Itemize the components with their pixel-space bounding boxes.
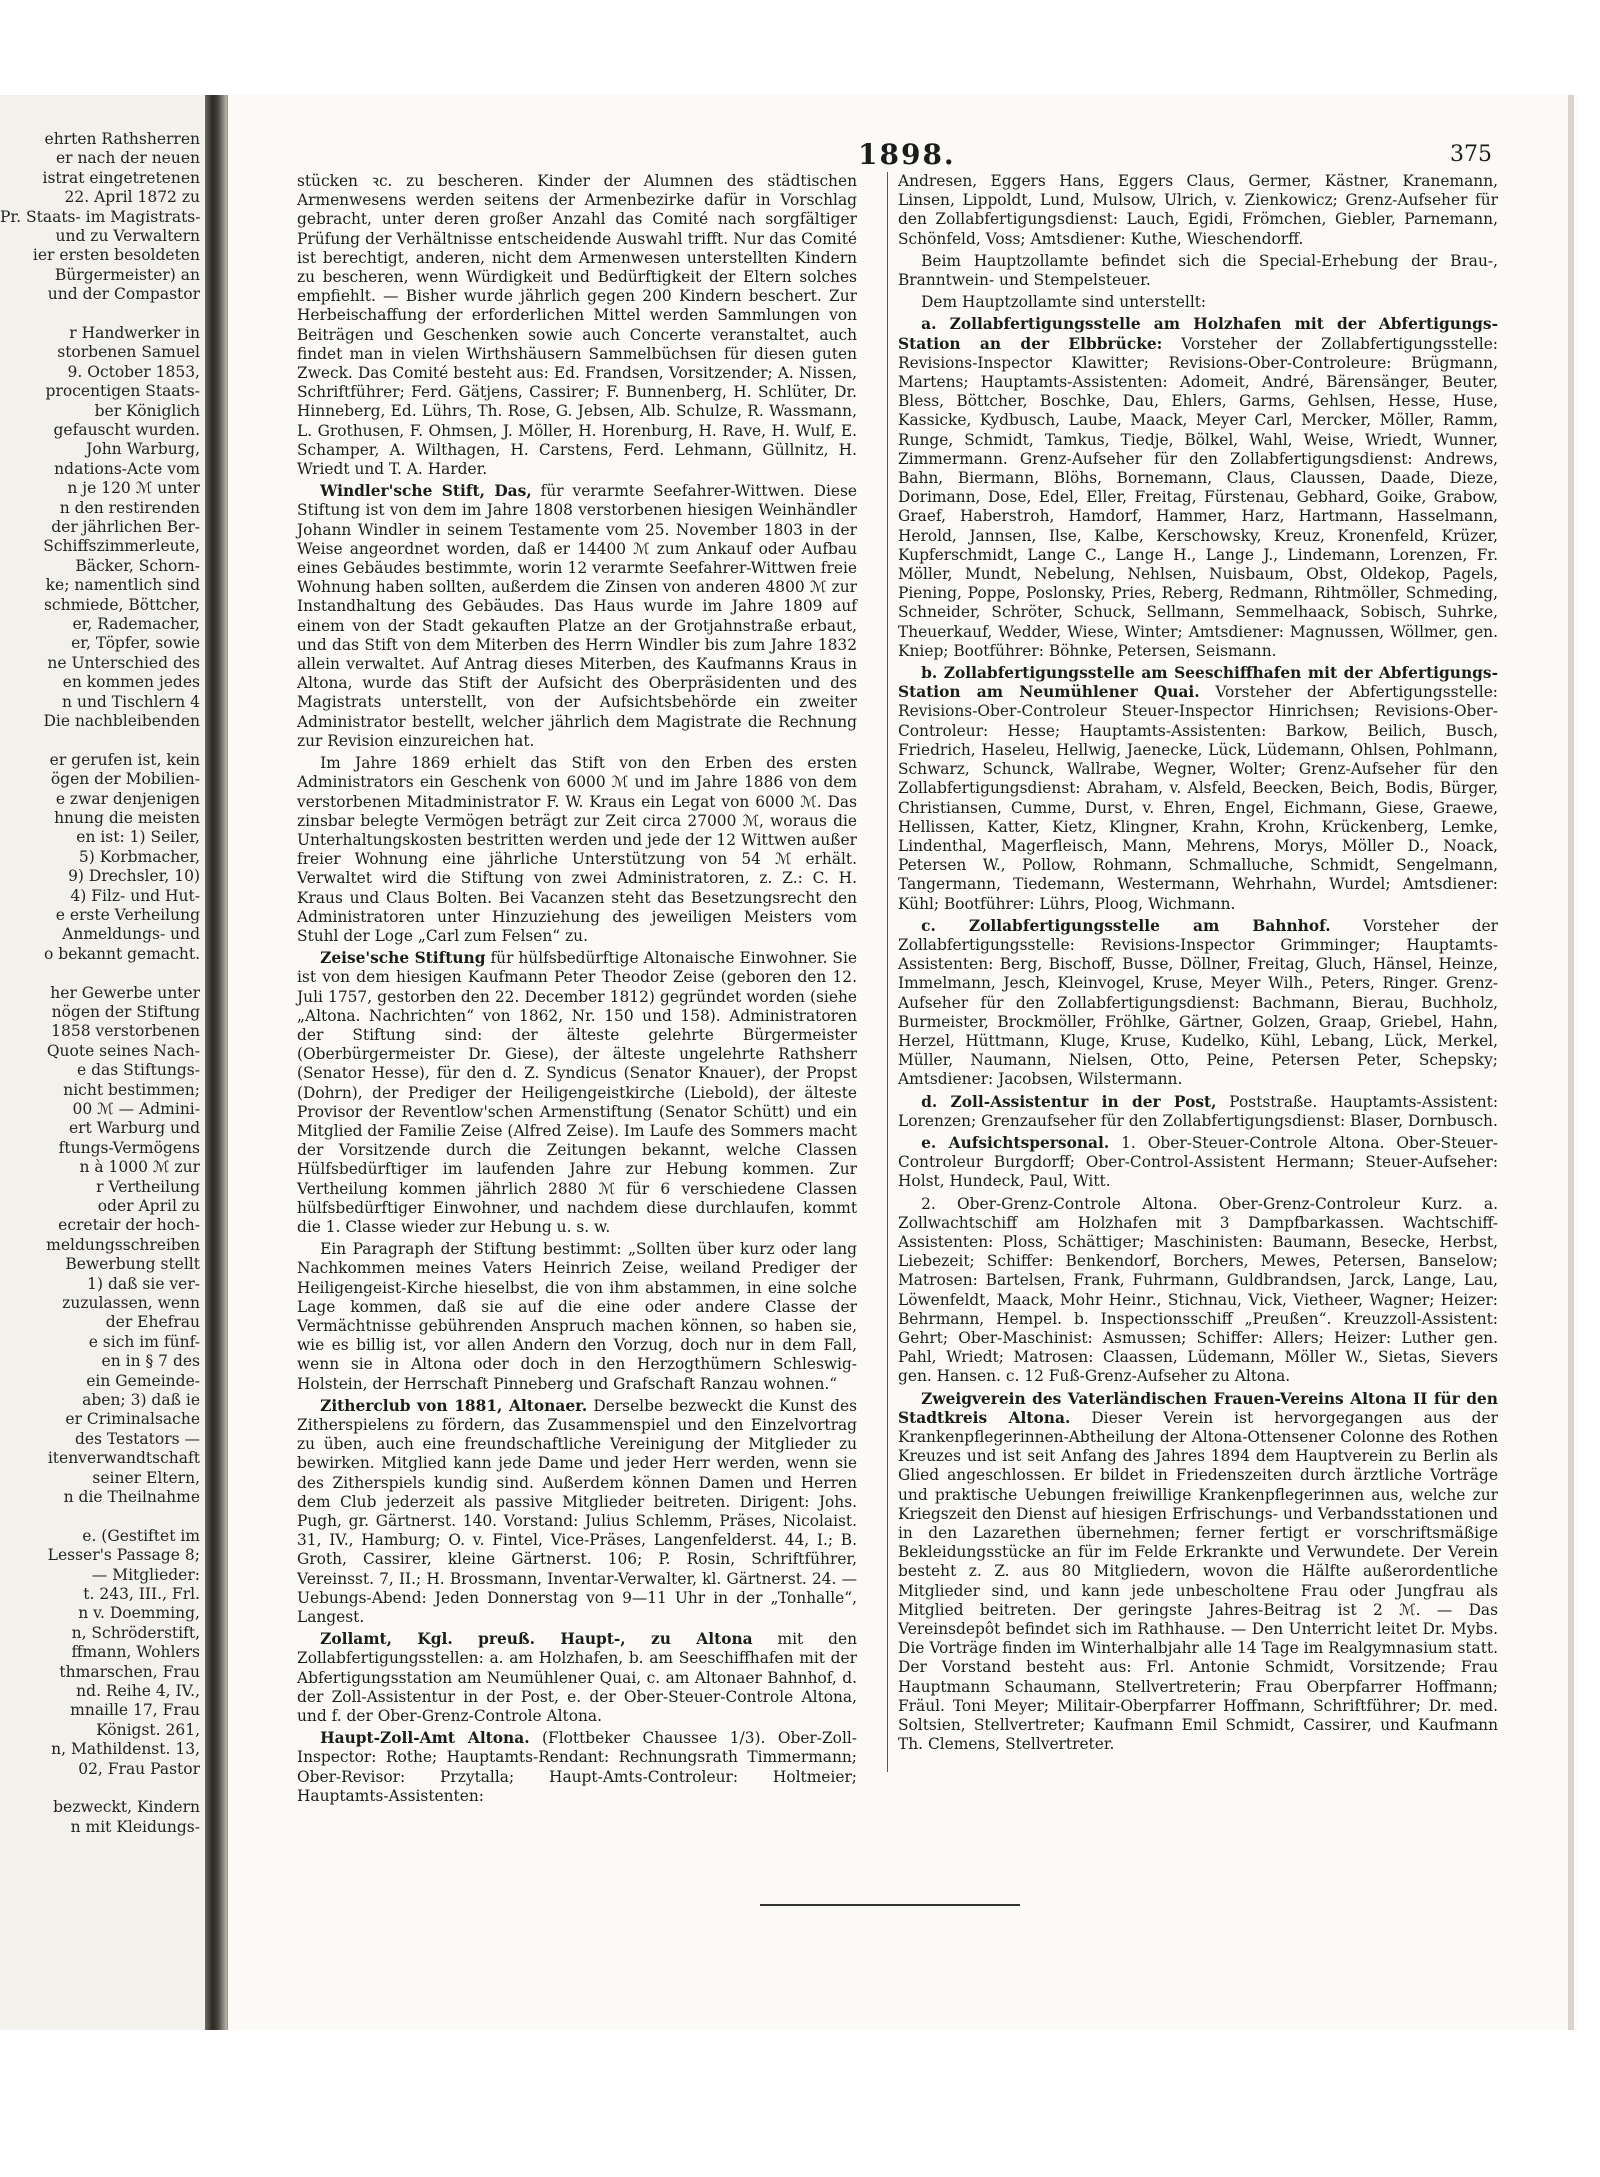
entry-text: mit den Zollabfertigungsstellen: a. am Holzhafen, b. am Seeschiffhafen mit der Abfertigungsstation am Neumühlener Quai, c. am Altonaer Bahnhof, d. der Zoll-Assistentur in der Post, e. der Ober-Steuer-Controle Altona, und f. der Ober-Grenz-Controle Altona.: [297, 1630, 858, 1726]
paragraph: [898, 315, 1498, 661]
page-header-year: 1898.: [858, 138, 956, 171]
text-column-left: [297, 172, 857, 1809]
paragraph: [898, 252, 1498, 290]
left-page-line: Bewerbung stellt: [65, 1255, 200, 1274]
left-page-line: n, Mathildenst. 13,: [51, 1740, 200, 1759]
entry-text: stücken ꝛc. zu bescheren. Kinder der Alumnen des städtischen Armenwesens werden seitens der Armenbezirke dafür in Vorschlag gebracht, unter deren großer Anzahl das Comité nach sorgfältiger Prüfung der Verhältnisse entscheidende Auswahl trifft. Nur das Comité ist berechtigt, anderen, nicht dem Armenwesen unterstellten Kindern zu bescheren, wenn Würdigkeit und Bedürftigkeit der Eltern solches empfiehlt. — Bisher wurde jährlich gegen 200 Kindern beschert. Zur Herbeischaffung der erforderlichen Mittel werden Sammlungen von Beiträgen und Geschenken sowie auch Concerte veranstaltet, auch findet man in vielen Wirthshäusern Sammelbüchsen für diesen guten Zweck. Das Comité besteht aus: Ed. Frandsen, Vorsitzender; A. Nissen, Schriftführer; Ferd. Gätjens, Cassirer; F. Bunnenberg, H. Schlüter, Dr. Hinneberg, Ed. Lührs, Th. Rose, G. Jebsen, Alb. Schulze, R. Wassmann, L. Grothusen, F. Ohmsen, J. Möller, H. Horenburg, H. Rave, H. Wulf, E. Schamper, A. Wilthagen, H. Carstens, Ferd. Lehmann, Güllnitz, H. Wriedt und T. A. Harder.: [297, 172, 857, 479]
left-page-line: 9) Drechsler, 10): [68, 867, 200, 886]
left-page-line: gefauscht wurden.: [53, 421, 200, 439]
left-page-line: storbenen Samuel: [57, 343, 200, 362]
left-page-line: thmarschen, Frau: [59, 1662, 200, 1681]
left-page-line: Bürgermeister) an: [54, 265, 200, 284]
left-page-line: n à 1000 ℳ zur: [79, 1158, 200, 1177]
entry-heading: e. Aufsichtspersonal.: [921, 1133, 1110, 1152]
entry-text: Derselbe bezweckt die Kunst des Zitherspielens zu fördern, das Zusammenspiel und den Einzelvortrag zu üben, auch eine freundschaftliche Vereinigung der Mitglieder zu bewirken. Mitglied kann jede Dame und jeder Herr werden, wenn sie des Zitherspiels kundig sind. Außerdem können Damen und Herren dem Club jederzeit als passive Mitglieder beitreten. Dirigent: Johs. Pugh, gr. Gärtnerst. 140. Vorstand: Julius Schlemm, Präses, Nicolaist. 31, IV., Hamburg; O. v. Fintel, Vice-Präses, Langenfelderst. 44, I.; B. Groth, Cassirer, kleine Gärtnerst. 106; P. Rosin, Schriftführer, Vereinsst. 7, II.; H. Brossmann, Inventar-Verwalter, kl. Gärtnerst. 24. — Uebungs-Abend: Jeden Donnerstag von 9—11 Uhr in der „Tonhalle“, Langest.: [297, 1396, 857, 1627]
left-page-line: e das Stiftungs-: [77, 1061, 200, 1080]
left-page-line: nicht bestimmen;: [63, 1080, 200, 1099]
left-page-line: istrat eingetretenen: [42, 168, 200, 187]
left-page-line: 4) Filz- und Hut-: [70, 886, 200, 905]
left-page-line: und zu Verwaltern: [55, 227, 200, 245]
left-page-line: Schiffszimmerleute,: [43, 537, 200, 556]
paragraph: [898, 1093, 1498, 1131]
left-page-line: er, Töpfer, sowie: [71, 634, 200, 653]
left-page-line: ftungs-Vermögens: [58, 1138, 200, 1157]
entry-heading: Zweigverein des Vaterländischen Frauen-Vereins Altona II für den Stadtkreis Altona.: [898, 1389, 1498, 1427]
entry-text: für verarmte Seefahrer-Wittwen. Diese Stiftung ist von dem im Jahre 1808 verstorbenen hiesigen Weinhändler Johann Windler in seinem Testamente vom 25. November 1803 in der Weise angeordnet worden, daß er 14400 ℳ zum Ankauf oder Aufbau eines Gebäudes bestimmte, worin 12 verarmte Seefahrer-Wittwen freie Wohnung haben sollten, außerdem die Zinsen von anderen 4800 ℳ zur Instandhaltung des Gebäudes. Das Haus wurde im Jahre 1809 auf einem von der Stadt gekauften Platze an der Grotjahnstraße erbaut, und das Stift von dem Miterben des Herrn Windler bis zum Jahre 1832 allein verwaltet. Auf Antrag dieses Miterben, des Kaufmanns Kraus in Altona, wurde das Stift der Aufsicht des Oberpräsidenten und des Magistrats unterstellt, von der Aufsichtsbehörde ein zweiter Administrator bestellt, welcher jährlich dem Magistrate die Rechnung zur Revision einzureichen hat.: [297, 482, 857, 750]
column-divider: [887, 172, 888, 1772]
left-page-line: o bekannt gemacht.: [44, 944, 200, 963]
left-page-line: en kommen jedes: [62, 673, 200, 692]
left-page-line: 22. April 1872 zu: [64, 188, 200, 207]
left-page-line: 00 ℳ — Admini-: [72, 1100, 200, 1118]
left-page-line: seiner Eltern,: [92, 1468, 200, 1487]
paragraph: [297, 754, 857, 946]
entry-text: (Flottbeker Chaussee 1/3). Ober-Zoll-Inspector: Rothe; Hauptamts-Rendant: Rechnungsrath Timmermann; Ober-Revisor: Przytalla; Haupt-Amts-Controleur: Holtmeier; Hauptamts-Assistenten:: [297, 1729, 857, 1805]
left-page-line: und der Compastor: [47, 285, 200, 304]
left-page-line: ber Königlich: [94, 401, 200, 420]
left-page-line: n die Theilnahme: [63, 1488, 200, 1506]
entry-text: Poststraße. Hauptamts-Assistent: Lorenzen; Grenzaufseher für den Zollabfertigungsdienst: Blaser, Dornbusch.: [898, 1092, 1499, 1130]
left-page-line: nögen der Stiftung: [51, 1003, 200, 1021]
paragraph: [297, 172, 857, 479]
entry-text: Dem Hauptzollamte sind unterstellt:: [921, 293, 1207, 312]
left-page-line: schmiede, Böttcher,: [43, 595, 200, 614]
entry-heading: c. Zollabfertigungsstelle am Bahnhof.: [921, 916, 1331, 935]
paragraph: [898, 1195, 1498, 1387]
left-page-line: 9. October 1853,: [67, 362, 200, 381]
left-page-line: der jährlichen Ber-: [51, 518, 200, 536]
left-page-line: der Ehefrau: [105, 1313, 200, 1332]
paragraph: [297, 1397, 857, 1627]
entry-heading: b. Zollabfertigungsstelle am Seeschiffhafen mit der Abfertigungs-Station am Neumühlener Quai.: [898, 664, 1498, 702]
paragraph: [898, 917, 1498, 1090]
left-page-line: en in § 7 des: [101, 1352, 200, 1371]
left-page-line: r Handwerker in: [69, 324, 200, 342]
left-page-line: 02, Frau Pastor: [78, 1759, 200, 1778]
entry-text: Vorsteher der Zollabfertigungsstelle: Revisions-Inspector Klawitter; Revisions-Ober-Controleure: Brügmann, Martens; Hauptamts-Assistenten: Adomeit, André, Bärensänger, Beuter, Bless, Böttcher, Boschke, Dau, Ehlers, Garms, Gehlsen, Hesse, Huse, Kassicke, Kydbusch, Laube, Maack, Meyer Carl, Mercker, Möller, Ramm, Runge, Schmidt, Tamkus, Tiedje, Bölkel, Wahl, Weise, Wriedt, Wunner, Zimmermann. Grenz-Aufseher für den Zollabfertigungsdienst: Andrews, Bahn, Biermann, Blöhs, Bornemann, Claus, Claussen, Daade, Dieze, Dorimann, Dose, Edel, Eller, Freitag, Fürstenau, Gebhard, Goike, Grabow, Graef, Haberstroh, Hamdorf, Hammer, Harz, Hartmann, Hasselmann, Herold, Jannsen, Ilse, Kalbe, Kerschowsky, Kreuz, Kronenfeld, Krüzer, Kupferschmidt, Lange C., Lange H., Lange J., Lindemann, Lorenzen, Fr. Möller, Mundt, Nebelung, Nehlsen, Nuisbaum, Obst, Oldekop, Pagels, Piening, Poppe, Poslonsky, Pries, Reberg, Redmann, Rihtmöller, Schmeding, Schneider, Schröter, Schuck, Sellmann, Semmelhaack, Sobisch, Suhrke, Theuerkauf, Wedder, Wiese, Winter; Amtsdiener: Magnussen, Wöllmer, gen. Kniep; Bootführer: Böhnke, Petersen, Seismann.: [898, 334, 1498, 660]
left-page-line: Quote seines Nach-: [46, 1041, 200, 1060]
left-page-line: n v. Doemming,: [78, 1604, 200, 1623]
left-page-line: aben; 3) daß ie: [82, 1391, 200, 1409]
left-page-line: ffmann, Wohlers: [71, 1643, 200, 1662]
left-page-line: ert Warburg und: [68, 1119, 200, 1138]
paragraph: [898, 1390, 1498, 1755]
left-page-line: n mit Kleidungs-: [70, 1817, 200, 1836]
entry-heading: a. Zollabfertigungsstelle am Holzhafen mit der Abfertigungs-Station an der Elbbrücke:: [898, 315, 1498, 353]
left-page-line: en ist: 1) Seiler,: [76, 828, 200, 847]
entry-text: Vorsteher der Abfertigungsstelle: Revisions-Ober-Controleur Steuer-Inspector Hinrichsen; Revisions-Ober-Controleur: Hesse; Hauptamts-Assistenten: Barkow, Beilich, Busch, Friedrich, Haseleu, Hellwig, Jaenecke, Lück, Lüdemann, Ohlsen, Pohlmann, Schwarz, Schunck, Wallrabe, Wegner, Wolter; Grenz-Aufseher für den Zollabfertigungsdienst: Abraham, v. Alsfeld, Beecken, Beich, Bodis, Bürger, Christiansen, Cumme, Durst, v. Ehren, Engel, Eichmann, Giese, Graewe, Hellissen, Katter, Kietz, Klingner, Krahn, Krohn, Krückenberg, Lemke, Lindenthal, Magerfleisch, Mann, Mehrens, Morys, Möller D., Noack, Petersen W., Pollow, Rohmann, Schmalluche, Schmidt, Sengelmann, Tangermann, Tiedemann, Westermann, Wehrhahn, Wurdel; Amtsdiener: Kühl; Bootführer: Lührs, Ploog, Wichmann.: [898, 683, 1498, 913]
left-page-line: Bäcker, Schorn-: [75, 556, 200, 575]
left-page-line: Königst. 261,: [96, 1720, 200, 1739]
entry-heading: d. Zoll-Assistentur in der Post,: [921, 1092, 1217, 1111]
entry-heading: Zeise'sche Stiftung: [320, 949, 486, 968]
left-page-line: mnaille 17, Frau: [70, 1701, 200, 1720]
left-page-line: ehrten Rathsherren: [44, 130, 200, 148]
left-page-line: des Testators —: [74, 1429, 200, 1448]
left-page-line: n, Schröderstift,: [71, 1623, 200, 1642]
left-page-line: ndations-Acte vom: [54, 459, 200, 478]
entry-text: Beim Hauptzollamte befindet sich die Special-Erhebung der Brau-, Branntwein- und Stempelsteuer.: [898, 251, 1498, 290]
left-page-line: meldungsschreiben: [46, 1235, 200, 1254]
entry-heading: Zitherclub von 1881, Altonaer.: [320, 1396, 588, 1415]
entry-text: Im Jahre 1869 erhielt das Stift von den Erben des ersten Administrators ein Geschenk von 6000 ℳ und im Jahre 1886 von dem verstorbenen Mitadministrator F. W. Kraus ein Legat von 6000 ℳ. Das zinsbar belegte Vermögen beträgt zur Zeit circa 27000 ℳ, woraus die Unterhaltungskosten bestritten werden und jede der 12 Wittwen außer freier Wohnung eine jährliche Unterstützung von 54 ℳ erhält. Verwaltet wird die Stiftung von zwei Administratoren, z. Z.: C. H. Kraus und Claus Bolten. Bei Vacanzen steht das Besetzungsrecht den Administratoren unter Hinzuziehung des jeweiligen Meisters vom Stuhl der Loge „Carl zum Felsen“ zu.: [297, 754, 857, 945]
page-edge: [1568, 95, 1574, 2030]
paragraph: [898, 172, 1498, 249]
paragraph: [297, 1729, 857, 1806]
left-page-line: Pr. Staats- im Magistrats-: [0, 207, 201, 226]
left-page-line: er nach der neuen: [55, 149, 200, 168]
entry-heading: Haupt-Zoll-Amt Altona.: [320, 1729, 530, 1748]
left-page-line: ögen der Mobilien-: [50, 770, 200, 789]
entry-text: für hülfsbedürftige Altonaische Einwohner. Sie ist von dem hiesigen Kaufmann Peter Theodor Zeise (geboren den 12. Juli 1757, gestorben den 22. December 1812) gegründet worden (siehe „Altona. Nachrichten“ von 1862, Nr. 150 und 158). Administratoren der Stiftung sind: der älteste gelehrte Bürgermeister (Oberbürgermeister Dr. Giese), der älteste ungelehrte Rathsherr (Senator Hesse), für den d. Z. Syndicus (Senator Knauer), der Propst (Dohrn), der Prediger der Heiligengeistkirche (Liebold), der älteste Provisor der Reventlow'schen Armenstiftung (Senator Schütt) und ein Mitglied der Familie Zeise (Alfred Zeise). Im Laufe des Sommers macht der Vorsitzende durch die Zeitungen bekannt, welche Classen Hülfsbedürftiger im laufenden Jahre zur Hebung kommen. Zur Vertheilung kommen jährlich 2880 ℳ für 6 verschiedene Classen hülfsbedürftiger Einwohner, und nachdem diese durchlaufen, kommt die 1. Classe wieder zur Hebung u. s. w.: [297, 949, 857, 1236]
left-page-line: e. (Gestiftet im: [82, 1526, 200, 1545]
left-page-line: t. 243, III., Frl.: [83, 1585, 200, 1603]
text-column-right: [898, 172, 1498, 1757]
entry-text: Andresen, Eggers Hans, Eggers Claus, Germer, Kästner, Kranemann, Linsen, Lippoldt, Lund, Mulsow, Ulrich, v. Zienkowicz; Grenz-Aufseher für den Zollabfertigungsdienst: Lauch, Egidi, Frömchen, Giebler, Parnemann, Schönfeld, Voss; Amtsdiener: Kuthe, Wieschendorff.: [898, 172, 1498, 248]
left-page-line: ke; namentlich sind: [45, 576, 200, 595]
left-page-line: John Warburg,: [86, 440, 200, 459]
left-page-line: her Gewerbe unter: [50, 983, 200, 1002]
left-page-line: ein Gemeinde-: [86, 1371, 200, 1390]
entry-text: 2. Ober-Grenz-Controle Altona. Ober-Grenz-Controleur Kurz. a. Zollwachtschiff am Holzhafen mit 3 Dampfbarkassen. Wachtschiff-Assistenten: Ploss, Schättiger; Maschinisten: Baumann, Besecke, Herbst, Liebezeit; Schiffer: Benkendorf, Borchers, Mewes, Petersen, Banselow; Matrosen: Bartelsen, Frank, Fuhrmann, Guldbrandsen, Jarck, Lange, Lau, Löwenfeldt, Maack, Mohr Heinr., Stichnau, Vick, Vietheer, Wagner; Heizer: Behrmann, Hempel. b. Inspectionsschiff „Preußen“. Kreuzzoll-Assistent: Gehrt; Ober-Maschinist: Asmussen; Schiffer: Allers; Heizer: Luther gen. Pahl, Wriedt; Matrosen: Claassen, Lüdemann, Möller W., Sietas, Sievers gen. Hansen. c. 12 Fuß-Grenz-Aufseher zu Altona.: [898, 1194, 1498, 1386]
entry-text: Vorsteher der Zollabfertigungsstelle: Revisions-Inspector Grimminger; Hauptamts-Assistenten: Berg, Bischoff, Busse, Döllner, Freitag, Gluch, Hänsel, Heinze, Immelmann, Jesch, Kleinvogel, Kruse, Meyer Wilh., Peters, Ringer. Grenz-Aufseher für den Zollabfertigungsdienst: Bachmann, Bierau, Buchholz, Burmeister, Brockmöller, Fröhlke, Gärtner, Golzen, Graap, Griebel, Hahn, Herzel, Hüttmann, Kluge, Kruse, Kudelko, Kühl, Lebang, Lück, Merkel, Müller, Naumann, Nielsen, Otto, Peine, Petersen Peter, Schepsky; Amtsdiener: Jacobsen, Wilstermann.: [898, 916, 1498, 1089]
paragraph: [297, 949, 857, 1237]
left-page-line: — Mitglieder:: [91, 1565, 200, 1584]
end-rule: [760, 1904, 1020, 1906]
left-page-line: n den restirenden: [59, 498, 200, 517]
entry-text: Ein Paragraph der Stiftung bestimmt: „Sollten über kurz oder lang Nachkommen meines Vaters Heinrich Zeise, weiland Prediger der Heiligengeist-Kirche hieselbst, die von ihm abstammen, in eine solche Lage kommen, daß sie auf die eine oder andere Classe der Vermächtnisse gebührenden Anspruch machen können, so haben sie, wie es billig ist, vor allen Andern den Vorzug, doch nur in dem Fall, wenn sie in Altona oder doch in den Herzogthümern Schleswig-Holstein, der Herrschaft Pinneberg und Grafschaft Ranzau wohnen.“: [297, 1240, 857, 1393]
left-page-line: ne Unterschied des: [47, 653, 200, 672]
paragraph: [898, 664, 1498, 914]
left-page-fragment: [0, 95, 206, 2030]
left-page-line: hnung die meisten: [54, 809, 200, 827]
left-page-line: zuzulassen, wenn: [62, 1294, 200, 1312]
left-page-line: ier ersten besoldeten: [32, 246, 200, 265]
paragraph: [297, 1630, 857, 1726]
left-page-line: ecretair der hoch-: [58, 1216, 200, 1235]
left-page-line: e erste Verheilung: [55, 906, 200, 924]
entry-heading: Windler'sche Stift, Das,: [320, 482, 532, 501]
left-page-line: n und Tischlern 4: [62, 692, 200, 711]
left-page-line: er Criminalsache: [65, 1410, 200, 1429]
page-number: 375: [1450, 142, 1492, 167]
paragraph: [297, 482, 857, 751]
left-page-line: r Vertheilung: [96, 1177, 200, 1196]
left-page-line: er gerufen ist, kein: [49, 750, 200, 769]
left-page-line: nd. Reihe 4, IV.,: [76, 1682, 200, 1700]
left-page-line: 5) Korbmacher,: [78, 847, 200, 866]
paragraph: [297, 1240, 857, 1394]
entry-text: 1. Ober-Steuer-Controle Altona. Ober-Steuer-Controleur Burgdorff; Ober-Control-Assistent Hermann; Steuer-Aufseher: Holst, Hundeck, Paul, Witt.: [898, 1133, 1498, 1191]
left-page-line: procentigen Staats-: [45, 382, 200, 401]
left-page-line: Anmeldungs- und: [62, 925, 200, 944]
left-page-line: itenverwandtschaft: [47, 1449, 200, 1468]
paragraph: [898, 293, 1498, 312]
left-page-line: Die nachbleibenden: [43, 712, 200, 730]
paragraph: [898, 1134, 1498, 1192]
left-page-line: n je 120 ℳ unter: [67, 479, 200, 498]
left-page-line: er, Rademacher,: [72, 615, 200, 633]
left-page-line: oder April zu: [97, 1197, 200, 1215]
entry-heading: Zollamt, Kgl. preuß. Haupt-, zu Altona: [320, 1630, 753, 1649]
left-page-line: 1) daß sie ver-: [87, 1274, 200, 1293]
book-gutter: [205, 95, 227, 2030]
entry-text: Dieser Verein ist hervorgegangen aus der Krankenpflegerinnen-Abtheilung der Altona-Ottensener Colonne des Rothen Kreuzes und ist seit Anfang des Jahres 1894 dem Hauptverein zu Berlin als Glied angeschlossen. Er bildet in Friedenszeiten durch ärztliche Vorträge und praktische Uebungen freiwillige Krankenpflegerinnen aus, welche zur Kriegszeit den Dienst auf hiesigen Erfrischungs- und Verbandsstationen und in den Lazarethen übernehmen; ferner fertigt er vorschriftsmäßige Bekleidungsstücke an für im Felde Erkrankte und Verwundete. Der Verein besteht z. Z. aus 80 Mitgliedern, wovon die Hälfte außerordentliche Mitglieder sind, und kann jede unbescholtene Frau oder Jungfrau als Mitglied beitreten. Der geringste Jahres-Beitrag ist 2 ℳ. — Das Vereinsdepôt befindet sich im Rathhause. — Den Unterricht leitet Dr. Mybs. Die Vorträge finden im Winterhalbjahr alle 14 Tage im Realgymnasium statt. Der Vorstand besteht aus: Frl. Antonie Schmidt, Vorsitzende; Frau Hauptmann Schaumann, Stellvertreterin; Frau Oberpfarrer Hoffmann; Fräul. Toni Meyer; Militair-Oberpfarrer Hoffmann, Schriftführer; Dr. med. Soltsien, Stellvertreter; Kaufmann Emil Schmidt, Cassirer, und Kaufmann Th. Clemens, Stellvertreter.: [898, 1408, 1498, 1754]
left-page-line: e sich im fünf-: [88, 1332, 200, 1351]
left-page-line: 1858 verstorbenen: [51, 1022, 200, 1041]
left-page-line: bezweckt, Kindern: [53, 1798, 200, 1817]
left-page-line: e zwar denjenigen: [55, 789, 200, 808]
left-page-line: Lesser's Passage 8;: [47, 1546, 200, 1565]
